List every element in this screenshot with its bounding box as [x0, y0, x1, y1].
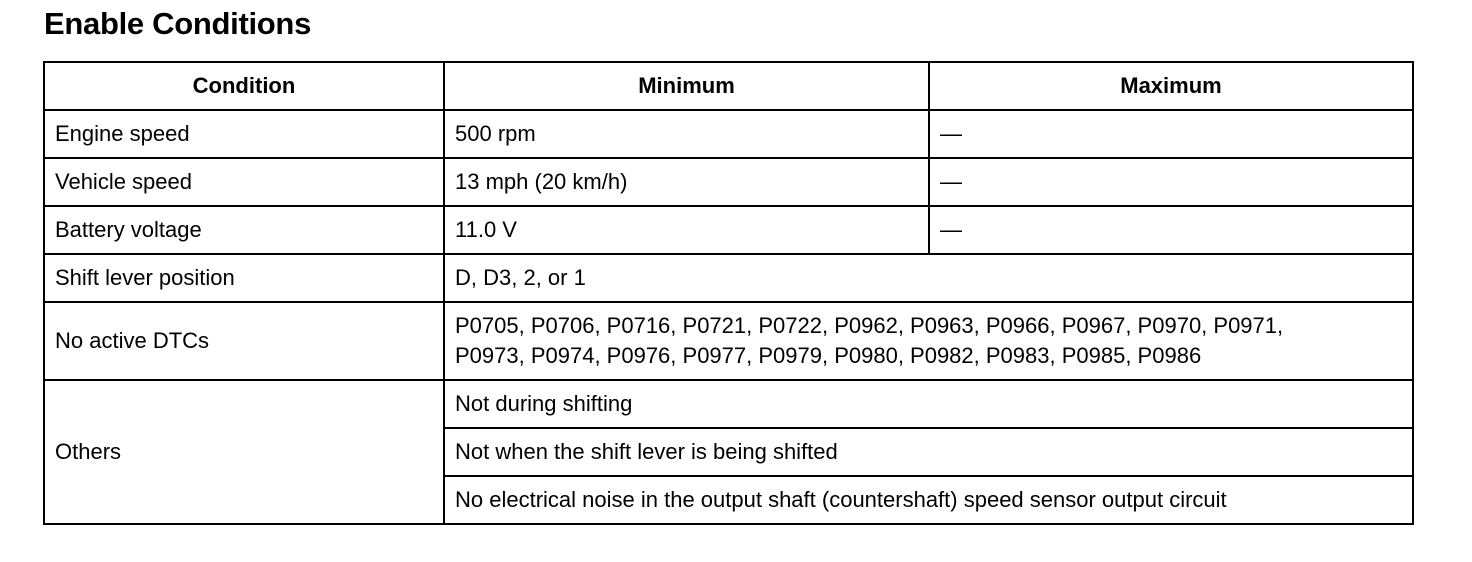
page-title: Enable Conditions — [44, 6, 312, 41]
condition-cell: Engine speed — [44, 110, 444, 158]
condition-cell: Others — [44, 380, 444, 524]
minimum-cell: 13 mph (20 km/h) — [444, 158, 929, 206]
dtc-list-cell — [444, 302, 1413, 380]
dtc-list-line: P0973, P0974, P0976, P0977, P0979, P0980, P0982, P0983, P0985, P0986 — [455, 343, 1202, 368]
table-row — [44, 380, 1413, 428]
value-cell: Not during shifting — [444, 380, 1413, 428]
condition-cell: Vehicle speed — [44, 158, 444, 206]
dtc-list-line: P0705, P0706, P0716, P0721, P0722, P0962, P0963, P0966, P0967, P0970, P0971, — [455, 313, 1284, 338]
maximum-cell: — — [929, 206, 1413, 254]
value-cell: D, D3, 2, or 1 — [444, 254, 1413, 302]
table-row — [44, 158, 1413, 206]
column-header-maximum: Maximum — [929, 62, 1413, 110]
minimum-cell: 11.0 V — [444, 206, 929, 254]
table-header-row — [44, 62, 1413, 110]
condition-cell: No active DTCs — [44, 302, 444, 380]
table-row — [44, 302, 1413, 380]
maximum-cell: — — [929, 158, 1413, 206]
table-row — [44, 206, 1413, 254]
value-cell: No electrical noise in the output shaft (countershaft) speed sensor output circuit — [444, 476, 1413, 524]
table-row — [44, 254, 1413, 302]
minimum-cell: 500 rpm — [444, 110, 929, 158]
table-row — [44, 110, 1413, 158]
condition-cell: Shift lever position — [44, 254, 444, 302]
condition-cell: Battery voltage — [44, 206, 444, 254]
maximum-cell: — — [929, 110, 1413, 158]
enable-conditions-table — [43, 61, 1414, 525]
value-cell: Not when the shift lever is being shifted — [444, 428, 1413, 476]
column-header-condition: Condition — [44, 62, 444, 110]
column-header-minimum: Minimum — [444, 62, 929, 110]
